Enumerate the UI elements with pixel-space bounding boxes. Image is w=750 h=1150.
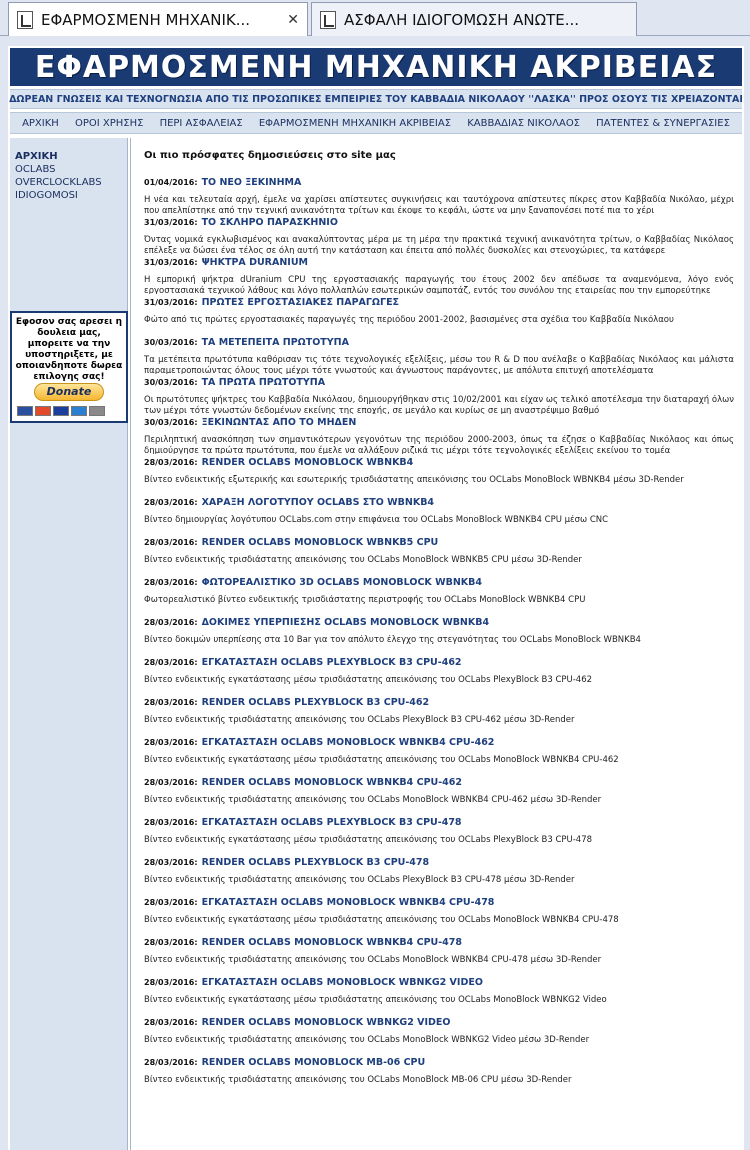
recent-posts-heading: Οι πιο πρόσφατες δημοσιεύσεις στο site μας <box>144 150 396 161</box>
post-date: 30/03/2016: <box>144 337 198 347</box>
post-header <box>144 334 734 350</box>
sidebar <box>10 138 128 1150</box>
post-date: 31/03/2016: <box>144 257 198 267</box>
maestro-card-icon <box>17 406 33 416</box>
visa-card-icon <box>53 406 69 416</box>
post-date: 28/03/2016: <box>144 857 198 867</box>
bank-card-icon <box>89 406 105 416</box>
post-item <box>144 694 734 734</box>
post-title-link[interactable]: ΧΑΡΑΞΗ ΛΟΓΟΤΥΠΟΥ OCLABS ΣΤΟ WBNKB4 <box>201 496 435 508</box>
post-item <box>144 774 734 814</box>
post-item <box>144 454 734 494</box>
post-item <box>144 614 734 654</box>
donate-button[interactable]: Donate <box>34 383 104 401</box>
donate-box <box>10 311 128 423</box>
post-item <box>144 1014 734 1054</box>
post-summary: Βίντεο δημιουργίας λογότυπου OCLabs.com στην επιφάνεια του OCLabs MonoBlock WBNKB4 CPU μέσω CNC <box>144 515 609 525</box>
post-header <box>144 374 734 390</box>
post-header <box>144 774 734 790</box>
post-header <box>144 494 734 510</box>
post-date: 28/03/2016: <box>144 897 198 907</box>
nav-link-kavvadias[interactable]: ΚΑΒΒΑΔΙΑΣ ΝΙΚΟΛΑΟΣ <box>467 117 581 129</box>
post-header <box>144 214 734 230</box>
post-summary: Βίντεο ενδεικτικής τρισδιάστατης απεικόνισης του OCLabs MonoBlock WBNKB5 CPU μέσω 3D-Render <box>144 555 582 565</box>
sidebar-item-overclocklabs[interactable]: OVERCLOCKLABS <box>15 177 102 188</box>
post-title-link[interactable]: RENDER OCLABS MONOBLOCK WBNKB5 CPU <box>201 536 439 548</box>
post-summary: Η νέα και τελευταία αρχή, έμελε να χαρίσει απίστευτες συγκινήσεις και ταυτόχρονα απίστευτες πίκρες στον Καββαδία Νικόλαο, μέχρι που απελπίστηκε από την τεχνική ανικανότητα τρίτων και έκοψε το κεφάλι, ώστε να μην ξαναπονέσει ποτέ πια το χέρι <box>144 195 734 214</box>
post-item <box>144 1054 734 1094</box>
post-summary: Βίντεο ενδεικτικής εξωτερικής και εσωτερικής τρισδιάστατης απεικόνισης του OCLabs MonoBlock WBNKB4 μέσω 3D-Render <box>144 475 684 485</box>
post-date: 30/03/2016: <box>144 377 198 387</box>
post-title-link[interactable]: ΦΩΤΟΡΕΑΛΙΣΤΙΚΟ 3D OCLABS MONOBLOCK WBNKB4 <box>201 576 482 588</box>
post-summary: Βίντεο ενδεικτικής εγκατάστασης μέσω τρισδιάστατης απεικόνισης του OCLabs MonoBlock WBNKG2 Video <box>144 995 607 1005</box>
post-summary: Βίντεο ενδεικτικής τρισδιάστατης απεικόνισης του OCLabs MonoBlock WBNKB4 CPU-478 μέσω 3D-Render <box>144 955 602 965</box>
post-list <box>144 174 734 1094</box>
site-subtitle-bar <box>10 89 742 109</box>
post-date: 28/03/2016: <box>144 657 198 667</box>
post-header <box>144 854 734 870</box>
mastercard-icon <box>35 406 51 416</box>
post-summary: Βίντεο δοκιμών υπερπίεσης στα 10 Bar για τον απόλυτο έλεγχο της στεγανότητας του OCLabs MonoBlock WBNKB4 <box>144 635 641 645</box>
post-item <box>144 734 734 774</box>
post-summary: Βίντεο ενδεικτικής εγκατάστασης μέσω τρισδιάστατης απεικόνισης του OCLabs MonoBlock WBNKB4 CPU-462 <box>144 755 619 765</box>
site-title: ΕΦΑΡΜΟΣΜΕΝΗ ΜΗΧΑΝΙΚΗ ΑΚΡΙΒΕΙΑΣ <box>34 49 718 85</box>
post-date: 30/03/2016: <box>144 417 198 427</box>
nav-link-terms[interactable]: ΟΡΟΙ ΧΡΗΣΗΣ <box>74 117 144 129</box>
post-header <box>144 654 734 670</box>
web-page <box>8 46 744 1150</box>
amex-card-icon <box>71 406 87 416</box>
post-header <box>144 694 734 710</box>
tab-label: ΑΣΦΑΛΗ ΙΔΙΟΓΟΜΩΣΗ ΑΝΩΤΕ... <box>344 10 580 29</box>
sidebar-item-oclabs[interactable]: OCLABS <box>15 164 56 175</box>
post-title-link[interactable]: RENDER OCLABS MONOBLOCK WBNKB4 CPU-478 <box>201 936 463 948</box>
post-date: 31/03/2016: <box>144 217 198 227</box>
post-header <box>144 894 734 910</box>
sidebar-item-home[interactable]: ΑΡΧΙΚΗ <box>15 151 58 162</box>
browser-tab-inactive[interactable] <box>311 2 637 36</box>
post-header <box>144 1014 734 1030</box>
nav-link-patents[interactable]: ΠΑΤΕΝΤΕΣ & ΣΥΝΕΡΓΑΣΙΕΣ <box>596 117 730 129</box>
post-date: 28/03/2016: <box>144 1017 198 1027</box>
post-summary: Φωτορεαλιστικό βίντεο ενδεικτικής τρισδιάστατης περιστροφής του OCLabs MonoBlock WBNKB4 CPU <box>144 595 586 605</box>
post-date: 28/03/2016: <box>144 737 198 747</box>
tab-label: ΕΦΑΡΜΟΣΜΕΝΗ ΜΗΧΑΝΙΚ... <box>41 10 251 29</box>
post-header <box>144 254 734 270</box>
post-item <box>144 294 734 334</box>
post-header <box>144 734 734 750</box>
post-item <box>144 894 734 934</box>
payment-cards <box>17 406 105 416</box>
post-summary: Βίντεο ενδεικτικής τρισδιάστατης απεικόνισης του OCLabs MonoBlock WBNKG2 Video μέσω 3D-Render <box>144 1035 590 1045</box>
post-title-link[interactable]: ΕΓΚΑΤΑΣΤΑΣΗ OCLABS PLEXYBLOCK B3 CPU-478 <box>201 816 462 828</box>
post-item <box>144 814 734 854</box>
post-header <box>144 614 734 630</box>
post-item <box>144 854 734 894</box>
post-summary: Οι πρωτότυπες ψήκτρες του Καββαδία Νικόλαου, δημιουργήθηκαν στις 10/02/2001 και είχαν ως τελικό αποτέλεσμα την διαταραχή όλων των μέχρι τότε γνωστών δεδομένων εκείνης της εποχής, σε μεγάλο και κυρίως σε μη αναστρέψιμο βαθμό <box>144 395 734 414</box>
post-item <box>144 414 734 454</box>
post-title-link[interactable]: RENDER OCLABS MONOBLOCK WBNKB4 CPU-462 <box>201 776 463 788</box>
site-subtitle: ΔΩΡΕΑΝ ΓΝΩΣΕΙΣ ΚΑΙ ΤΕΧΝΟΓΝΩΣΙΑ ΑΠΟ ΤΙΣ ΠΡΟΣΩΠΙΚΕΣ ΕΜΠΕΙΡΙΕΣ ΤΟΥ ΚΑΒΒΑΔΙΑ ΝΙΚΟΛΑΟΥ ''ΛΑΣΚΑ'' ΠΡΟΣ ΟΣΟΥΣ ΤΙΣ ΧΡΕΙΑΖΟΝΤΑΙ <box>9 93 743 105</box>
post-item <box>144 374 734 414</box>
post-date: 28/03/2016: <box>144 697 198 707</box>
post-title-link[interactable]: ΤΟ ΝΕΟ ΞΕΚΙΝΗΜΑ <box>201 176 302 188</box>
post-summary: Φώτο από τις πρώτες εργοστασιακές παραγωγές της περιόδου 2001-2002, βασισμένες στα σχέδια του Καββαδία Νικόλαου <box>144 315 674 325</box>
post-header <box>144 1054 734 1070</box>
post-summary: Τα μετέπειτα πρωτότυπα καθόρισαν τις τότε τεχνολογικές εξελίξεις, μέσω του R & D που ανέλαβε ο Καββαδίας Νικόλαος και μάλιστα παραμετροποιώντας όλους τους μέχρι τότε γνωστούς και άγνωστους παράγοντες, με απόλυτα επιτυχή αποτελέσματα <box>144 355 734 374</box>
post-date: 28/03/2016: <box>144 577 198 587</box>
post-header <box>144 454 734 470</box>
post-title-link[interactable]: ΕΓΚΑΤΑΣΤΑΣΗ OCLABS PLEXYBLOCK B3 CPU-462 <box>201 656 462 668</box>
post-date: 28/03/2016: <box>144 817 198 827</box>
post-summary: Η εμπορική ψήκτρα dUranium CPU της εργοστασιακής παραγωγής του έτους 2002 δεν απέδωσε τα αναμενόμενα, λόγο ενός εργοστασιακά τεχνικού λάθους και λόγο πολλαπλών εσωτερικών σαμποτάζ, εντός του συνόλου της εταιρείας που την εμπορεύτηκε <box>144 275 734 294</box>
post-title-link[interactable]: ΔΟΚΙΜΕΣ ΥΠΕΡΠΙΕΣΗΣ OCLABS MONOBLOCK WBNKB4 <box>201 616 490 628</box>
post-item <box>144 174 734 214</box>
post-date: 28/03/2016: <box>144 497 198 507</box>
post-header <box>144 814 734 830</box>
post-title-link[interactable]: RENDER OCLABS MONOBLOCK WBNKB4 <box>201 456 414 468</box>
post-date: 28/03/2016: <box>144 937 198 947</box>
close-tab-icon[interactable]: ✕ <box>287 11 299 28</box>
nav-link-home[interactable]: ΑΡΧΙΚΗ <box>22 117 59 129</box>
post-item <box>144 574 734 614</box>
post-summary: Βίντεο ενδεικτικής τρισδιάστατης απεικόνισης του OCLabs MonoBlock WBNKB4 CPU-462 μέσω 3D-Render <box>144 795 602 805</box>
post-summary: Περιληπτική ανασκόπηση των σημαντικότερων γεγονότων της περιόδου 2000-2003, όπως τα έζησε ο Καββαδίας Νικόλαος και όπως δημιούργησε τα πρώτα πρωτότυπα, που έμελε να αλλάξουν ριζικά τις μέχρι τότε τεχνολογικές εξελίξεις εκείνου το τομέα <box>144 435 734 454</box>
post-title-link[interactable]: RENDER OCLABS PLEXYBLOCK B3 CPU-462 <box>201 696 430 708</box>
post-summary: Βίντεο ενδεικτικής τρισδιάστατης απεικόνισης του OCLabs MonoBlock MB-06 CPU μέσω 3D-Render <box>144 1075 572 1085</box>
post-summary: Βίντεο ενδεικτικής τρισδιάστατης απεικόνισης του OCLabs PlexyBlock B3 CPU-478 μέσω 3D-Render <box>144 875 575 885</box>
post-date: 01/04/2016: <box>144 177 198 187</box>
post-item <box>144 214 734 254</box>
post-header <box>144 974 734 990</box>
post-title-link[interactable]: ΠΡΩΤΕΣ ΕΡΓΟΣΤΑΣΙΑΚΕΣ ΠΑΡΑΓΩΓΕΣ <box>201 296 400 308</box>
post-date: 28/03/2016: <box>144 977 198 987</box>
post-item <box>144 254 734 294</box>
post-header <box>144 294 734 310</box>
post-summary: Βίντεο ενδεικτικής εγκατάστασης μέσω τρισδιάστατης απεικόνισης του OCLabs PlexyBlock B3 CPU-462 <box>144 675 593 685</box>
post-summary: Όντας νομικά εγκλωβισμένος και ανακαλύπτοντας μέρα με τη μέρα την πρακτικά τεχνική ανικανότητα τρίτων, ο Καββαδίας Νικόλαος επέλεξε να δώσει ένα τέλος σε όλη αυτή την κατάσταση και έπειτα από πολλές δυσκολίες και στενοχώριες, τα κατάφερε <box>144 235 734 254</box>
post-date: 28/03/2016: <box>144 537 198 547</box>
donate-text: Εφοσον σας αρεσει η δουλεια μας, μπορειτε να την υποστηριξετε, με οποιανδηποτε δωρεα επιλογης σας! <box>15 317 123 382</box>
post-header <box>144 534 734 550</box>
post-header <box>144 414 734 430</box>
nav-link-security[interactable]: ΠΕΡΙ ΑΣΦΑΛΕΙΑΣ <box>159 117 243 129</box>
post-date: 31/03/2016: <box>144 297 198 307</box>
sidebar-nav <box>15 150 102 202</box>
post-date: 28/03/2016: <box>144 1057 198 1067</box>
post-summary: Βίντεο ενδεικτικής τρισδιάστατης απεικόνισης του OCLabs PlexyBlock B3 CPU-462 μέσω 3D-Render <box>144 715 575 725</box>
post-date: 28/03/2016: <box>144 777 198 787</box>
post-date: 28/03/2016: <box>144 457 198 467</box>
post-title-link[interactable]: ΤΑ ΠΡΩΤΑ ΠΡΩΤΟΤΥΠΑ <box>201 376 326 388</box>
page-icon <box>320 11 336 29</box>
top-navigation <box>10 112 742 134</box>
post-header <box>144 574 734 590</box>
post-title-link[interactable]: RENDER OCLABS MONOBLOCK WBNKG2 VIDEO <box>201 1016 451 1028</box>
post-item <box>144 934 734 974</box>
post-item <box>144 494 734 534</box>
post-item <box>144 534 734 574</box>
post-title-link[interactable]: ΤΑ ΜΕΤΕΠΕΙΤΑ ΠΡΩΤΟΤΥΠΑ <box>201 336 349 348</box>
post-title-link[interactable]: ΨΗΚΤΡΑ DURANIUM <box>201 256 308 268</box>
site-banner <box>10 48 742 86</box>
post-summary: Βίντεο ενδεικτικής εγκατάστασης μέσω τρισδιάστατης απεικόνισης του OCLabs PlexyBlock B3 CPU-478 <box>144 835 593 845</box>
post-summary: Βίντεο ενδεικτικής εγκατάστασης μέσω τρισδιάστατης απεικόνισης του OCLabs MonoBlock WBNKB4 CPU-478 <box>144 915 619 925</box>
post-title-link[interactable]: ΞΕΚΙΝΩΝΤΑΣ ΑΠΟ ΤΟ ΜΗΔΕΝ <box>201 416 357 428</box>
post-title-link[interactable]: RENDER OCLABS MONOBLOCK MB-06 CPU <box>201 1056 426 1068</box>
post-item <box>144 334 734 374</box>
nav-link-precision-engineering[interactable]: ΕΦΑΡΜΟΣΜΕΝΗ ΜΗΧΑΝΙΚΗ ΑΚΡΙΒΕΙΑΣ <box>258 117 452 129</box>
post-title-link[interactable]: ΕΓΚΑΤΑΣΤΑΣΗ OCLABS MONOBLOCK WBNKG2 VIDEO <box>201 976 483 988</box>
main-content <box>130 138 742 1150</box>
browser-tab-active[interactable] <box>8 2 308 36</box>
post-title-link[interactable]: RENDER OCLABS PLEXYBLOCK B3 CPU-478 <box>201 856 430 868</box>
post-title-link[interactable]: ΕΓΚΑΤΑΣΤΑΣΗ OCLABS MONOBLOCK WBNKB4 CPU-478 <box>201 896 495 908</box>
post-header <box>144 174 734 190</box>
post-item <box>144 974 734 1014</box>
browser-tab-bar <box>0 0 750 36</box>
post-header <box>144 934 734 950</box>
page-icon <box>17 11 33 29</box>
post-item <box>144 654 734 694</box>
post-title-link[interactable]: ΕΓΚΑΤΑΣΤΑΣΗ OCLABS MONOBLOCK WBNKB4 CPU-462 <box>201 736 495 748</box>
post-title-link[interactable]: ΤΟ ΣΚΛΗΡΟ ΠΑΡΑΣΚΗΝΙΟ <box>201 216 338 228</box>
post-date: 28/03/2016: <box>144 617 198 627</box>
sidebar-item-idiogomosi[interactable]: IDIOGOMOSI <box>15 190 78 201</box>
